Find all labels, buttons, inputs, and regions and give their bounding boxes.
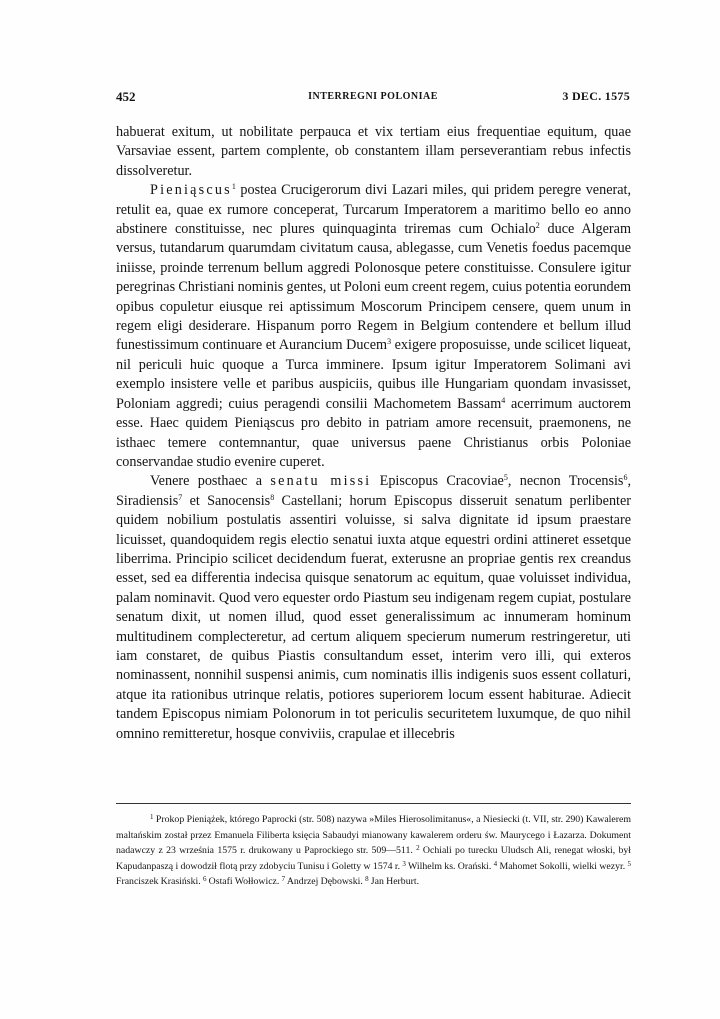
paragraph-1: habuerat exitum, ut nobilitate perpauca et vix tertiam eius frequentiae equitum, quae Varsaviae essent, partem complente, ob constantem illam perseverantiam rebus infectis dissolveretur. — [116, 124, 631, 179]
paragraph-3-text-b: Episcopus Cracoviae — [371, 473, 504, 490]
paragraph-2-text-c: exigere proposuisse, unde scilicet liqueat, nil periculi huic quoque a Turca imminere. Ipsum igitur Imperatorem Solimani avi exemplo insistere velle et paribus auspiciis, quibus ille Hungariam quondam invasisset, Poloniam aggredi; cuius peragendi consilii Machometem Bassam — [116, 337, 632, 412]
footnote-ref-8: 8 — [270, 492, 275, 502]
paragraph-3-text-d: , Siradiensis — [116, 473, 631, 509]
person-name-pieniascus: Pieniąscus — [150, 182, 232, 199]
footnote-mark-6: 6 — [202, 875, 207, 884]
footnote-2: Ochiali po turecku Uludsch Ali, renegat włoski, był Kapudanpaszą i dowodził flotą przy zdobyciu Tunisu i Goletty w 1574 r. — [116, 845, 632, 872]
footnote-4: Mahomet Sokolli, wielki wezyr. — [497, 860, 626, 872]
footnote-ref-3: 3 — [387, 337, 392, 347]
page-number: 452 — [116, 89, 136, 104]
footnote-mark-4: 4 — [493, 859, 498, 868]
footnote-mark-5: 5 — [627, 859, 632, 868]
paragraph-3-text-a: Venere posthaec a — [150, 473, 271, 490]
footnotes-block — [116, 812, 631, 890]
footnotes — [116, 812, 631, 890]
footnote-6: Ostafi Wołłowicz. — [206, 876, 280, 888]
paragraph-3 — [116, 472, 631, 744]
footnote-3: Wilhelm ks. Orański. — [405, 860, 492, 872]
paragraph-2-text-d: acerrimum auctorem esse. Haec quidem Pieniąscus pro debito in patriam amore recensuit, praemonens, ne isthaec temere contemnantur, quae universus paene Christianus orbis Poloniae conservandae studio evenire cuperet. — [116, 395, 631, 470]
paragraph-2-text-b: duce Algeram versus, tutandarum quarumdam civitatum causa, ablegasse, cum Venetis foedus pacemque iniisse, proinde terrenum bellum aggredi Polonosque petere constituisse. Consulere igitur peregrinas Christiani nominis gentes, ut Poloni eum creent regem, cuius potentia eorundem opibus copuletur eiusque rei aptissimum Moscorum Principem censere, quem unum in regem eligi desiderare. Hispanum porro Regem in Belgium contendere et bellum illud funestissimum continuare et Aurancium Ducem — [116, 221, 631, 354]
paragraph-3-text-f: Castellani; horum Episcopus disseruit senatum perlibenter quidem nobilium postulatis assentiri voluisse, si salva dignitate id ipsum praestare licuisset, quandoquidem regis electio senatui iuxta atque equestri ordini attineret essetque liberrima. Principio scilicet decidendum fuerat, exterusne an propriae gentis rex creandus esset, sed ea differentia indecisa quisque senatorum ac equitum, quae voluisset individua, palam nominavit. Quod vero equester ordo Piastum seu indigenam regem cupiat, postulare senatum dixit, ut nomen illud, quod esset generalissimum ac innumeram hominum multitudinem complecteretur, ad certum aliquem specierum numerum restringeretur, uti iam constaret, de quibus Piastis consultandum esset, interim vero illi, qui exteros nominassent, nonnihil suspensi animis, cum nominatis illis indigenis suos essent collaturi, atque ita rationibus utrinque relatis, potiores superiorem locum essent habiturae. Adiecit tandem Episcopus nimiam Polonorum in tot periculis securitetem luxumque, de quo nihil omnino remitteretur, hosque conviviis, crapulae et illecebris — [116, 492, 631, 742]
footnote-mark-7: 7 — [281, 875, 286, 884]
paragraph-2 — [116, 181, 631, 472]
footnote-1: Prokop Pieniążek, którego Paprocki (str. 508) nazywa »Miles Hierosolimitanus«, a Niesiecki (t. VII, str. 290) Kawalerem maltańskim został przez Emanuela Filiberta księcia Sabaudyi mianowany kawalerem orderu św. Maurycego i Łazarza. Dokument nadawczy z 23 września 1575 r. drukowany u Paprockiego str. 509—511. — [116, 814, 631, 857]
running-title: INTERREGNI POLONIAE — [308, 91, 438, 102]
footnote-divider — [116, 803, 631, 804]
footnote-ref-5: 5 — [503, 473, 508, 483]
footnote-ref-6: 6 — [623, 473, 628, 483]
footnote-ref-7: 7 — [178, 492, 183, 502]
footnote-mark-2: 2 — [416, 844, 420, 853]
footnote-ref-1: 1 — [231, 182, 236, 192]
footnote-7: Andrzej Dębowski. — [285, 876, 363, 888]
paragraph-2-text-a: postea Crucigerorum divi Lazari miles, qui pridem peregre venerat, retulit ea, quae ex rumore conceperat, Turcarum Imperatorem a maritimo bello eo anno abstinere constituisse, nec plures quinquaginta triremas cum Ochialo — [116, 182, 631, 238]
footnote-mark-1: 1 — [150, 813, 154, 821]
footnote-ref-4: 4 — [501, 395, 506, 405]
main-text — [116, 123, 631, 744]
footnote-5: Franciszek Krasiński. — [116, 876, 201, 888]
paragraph-3-text-e: et Sanocensis — [182, 492, 271, 509]
footnote-ref-2: 2 — [535, 221, 540, 231]
footnote-mark-3: 3 — [402, 859, 406, 868]
paragraph-3-text-c: , necnon Trocensis — [507, 473, 624, 490]
footnote-mark-8: 8 — [365, 875, 369, 884]
footnote-8: Jan Herburt. — [368, 876, 420, 888]
header-date: 3 DEC. 1575 — [562, 89, 630, 103]
running-head — [116, 89, 630, 109]
spaced-phrase-senatu-missi: senatu missi — [270, 473, 372, 490]
